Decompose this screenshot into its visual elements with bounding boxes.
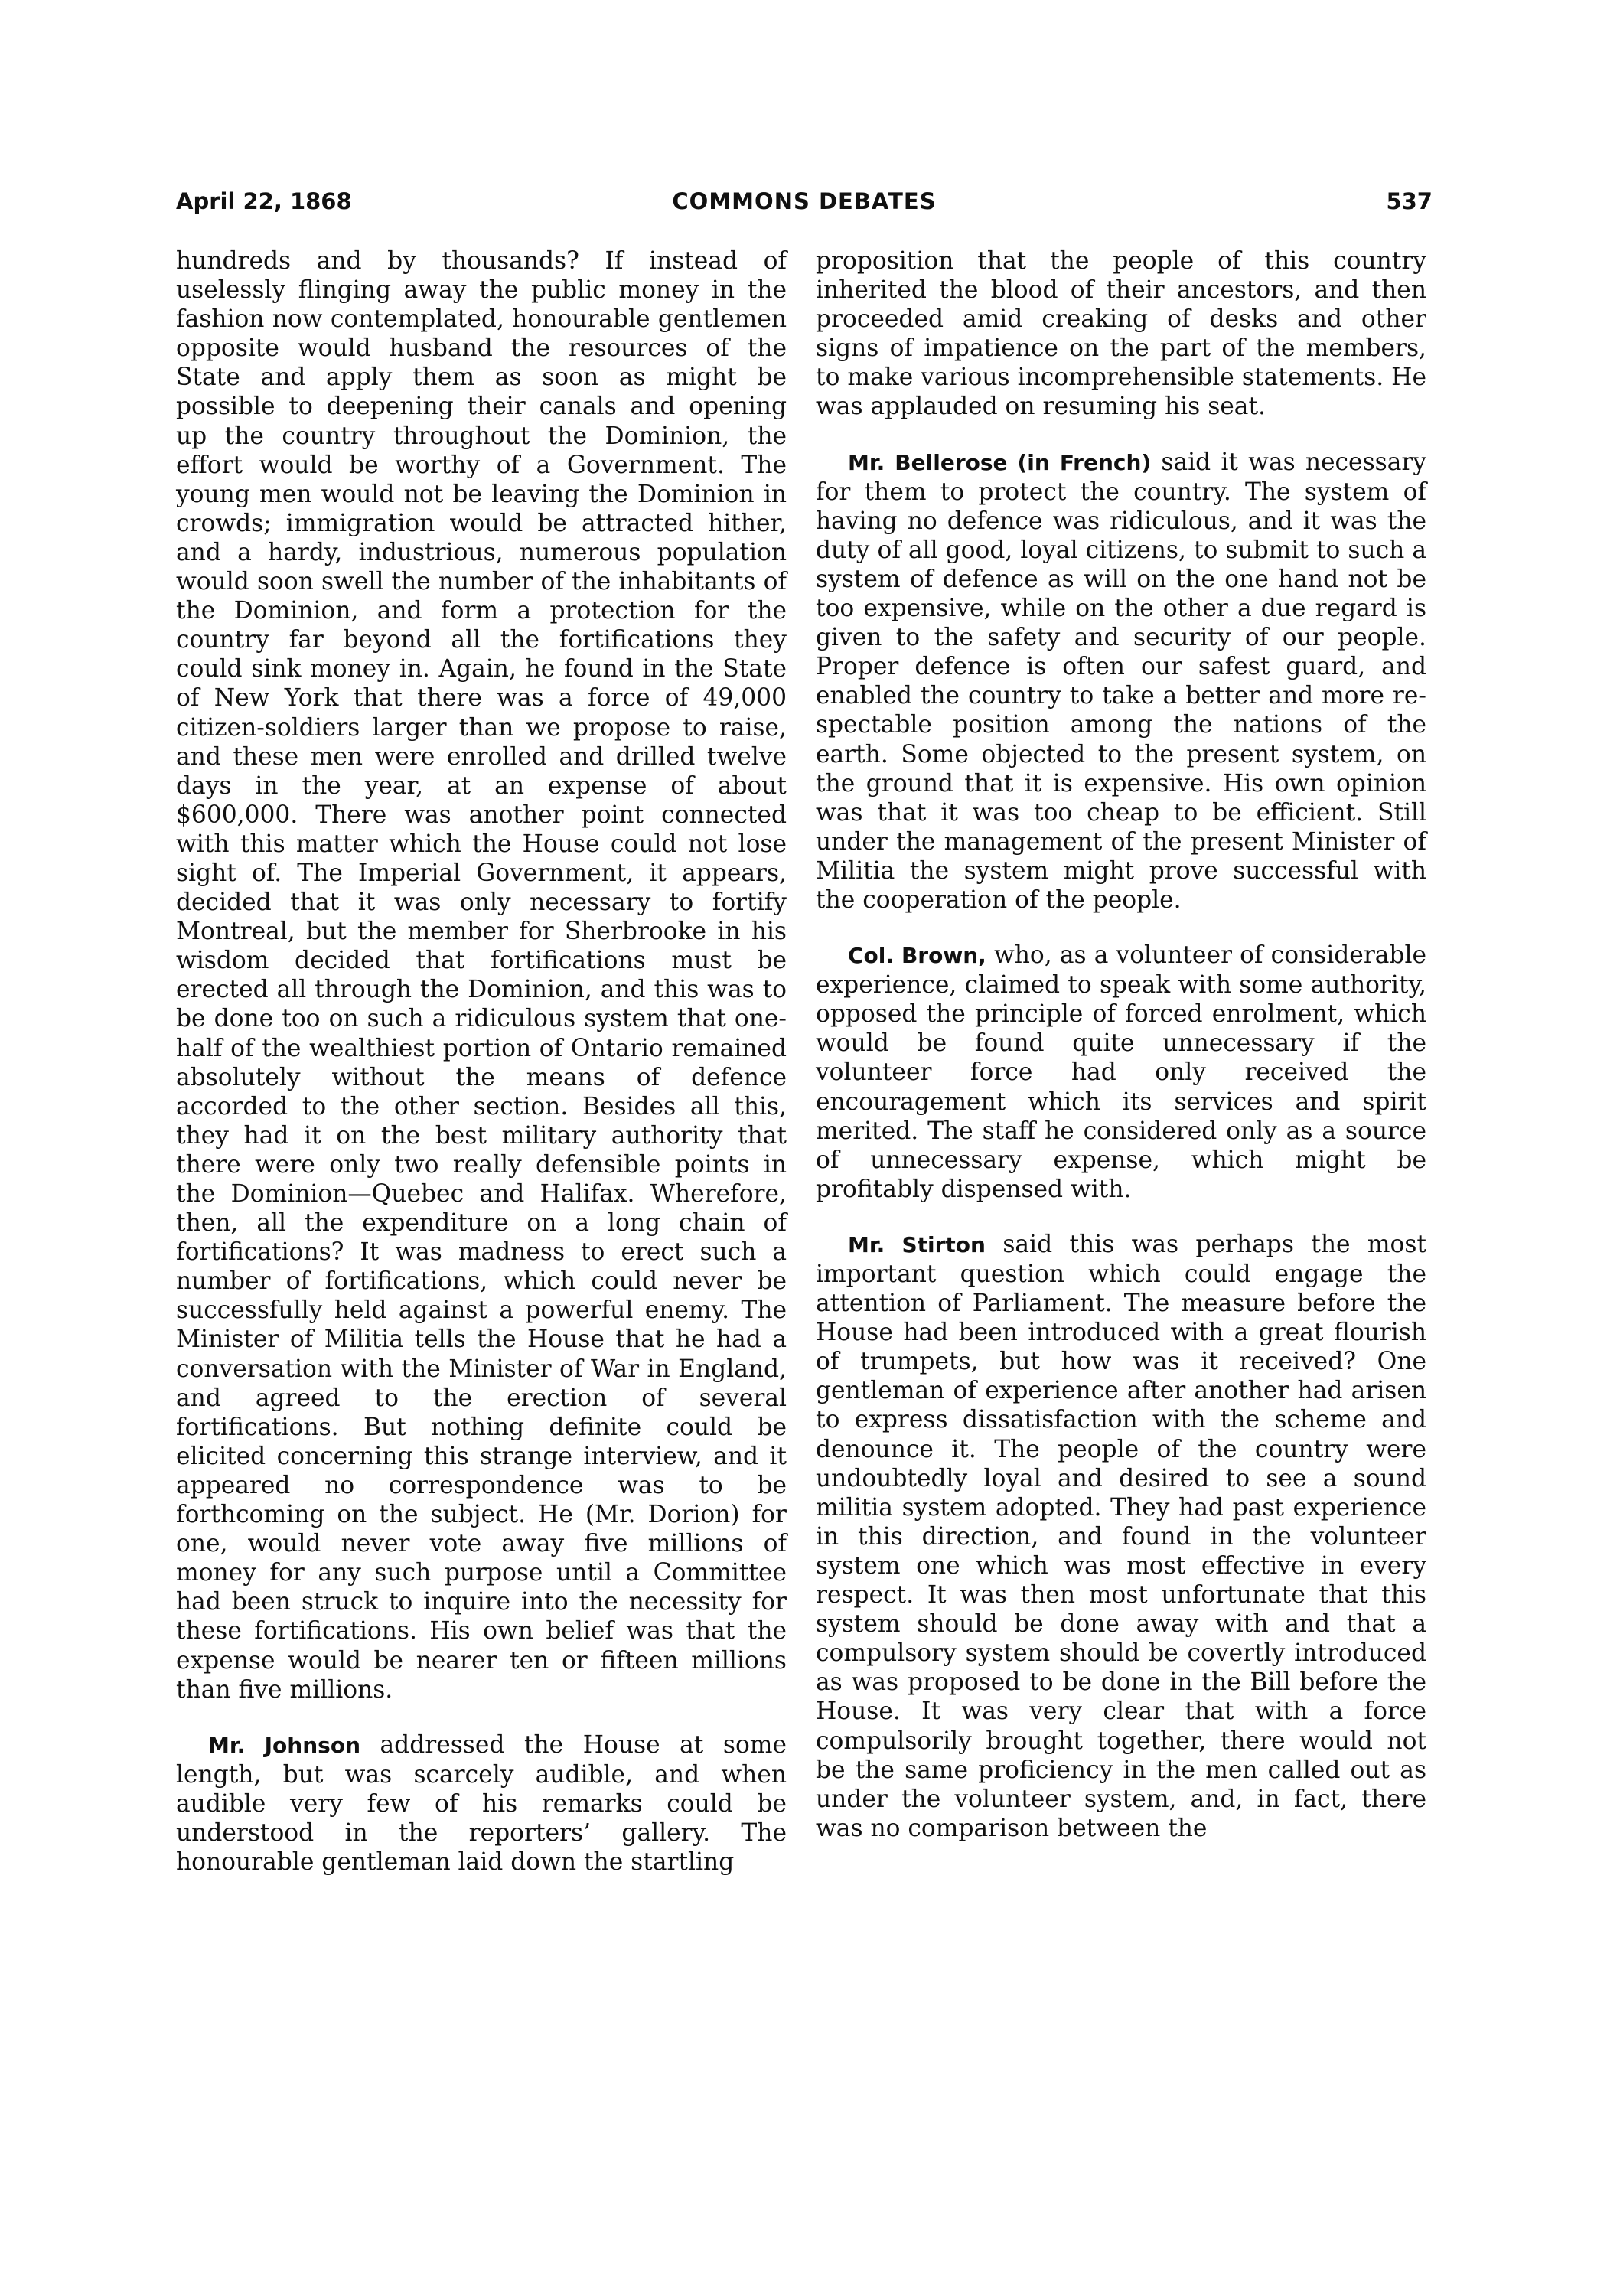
header-title: COMMONS DEBATES (672, 188, 937, 214)
speech-paragraph (816, 941, 1426, 1204)
header-date: April 22, 1868 (176, 188, 352, 214)
speech-paragraph (816, 448, 1426, 915)
speech-text: said this was perhaps the most important question which could engage the attention of Parliament. The measure before the House had been introduced with a great flourish of trumpets, but how was it received? One gentleman of experience after another had arisen to express dissatisfaction with the scheme and denounce it. The people of the country were undoubtedly loyal and desired to see a sound militia system adopted. They had past experience in this direction, and found in the volunteer system one which was most effective in every respect. It was then most unfortunate that this system should be done away with and that a compulsory system should be covertly introduced as was proposed to be done in the Bill before the House. It was very clear that with a force compulsorily brought together, there would not be the same proficiency in the men called out as under the volunteer system, and, in fact, there was no comparison between the (816, 1230, 1427, 1842)
speech-text: addressed the House at some length, but was scarcely audible, and when audible very few of his remarks could be understood in the reporters’ gallery. The honourable gentleman laid down the startling (176, 1730, 787, 1877)
speech-paragraph (176, 1730, 787, 1877)
speaker-name: Mr. Bellerose (in French) (848, 449, 1152, 475)
header-page-number: 537 (1386, 188, 1433, 214)
left-column (176, 246, 787, 1903)
speech-text: said it was necessary for them to protect the country. The system of having no defence was ridiculous, and it was the duty of all good, loyal citizens, to submit to such a system of defence as will on the one hand not be too expensive, while on the other a due regard is given to the safety and security of our people. Proper defence is often our safest guard, and enabled the country to take a better and more respectable position among the nations of the earth. Some objected to the present system, on the ground that it is expensive. His own opinion was that it was too cheap to be efficient. Still under the management of the present Minister of Militia the system might prove successful with the cooperation of the people. (816, 448, 1426, 914)
speech-text: who, as a volunteer of considerable experience, claimed to speak with some authority, opposed the principle of forced enrolment, which would be found quite unnecessary if the volunteer force had only received the encouragement which its services and spirit merited. The staff he considered only as a source of unnecessary expense, which might be profitably dispensed with. (816, 941, 1426, 1203)
page-header (176, 188, 1433, 227)
paragraph: hundreds and by thousands? If instead of uselessly flinging away the public money in the fashion now contemplated, honourable gentlemen opposite would husband the resources of the State and apply them as soon as might be possible to deepening their canals and opening up the country throughout the Dominion, the effort would be worthy of a Government. The young men would not be leaving the Dominion in crowds; immigration would be attracted hither, and a hardy, industrious, numerous population would soon swell the number of the inhabitants of the Dominion, and form a protection for the country far beyond all the fortifications they could sink money in. Again, he found in the State of New York that there was a force of 49,000 citizen-soldiers larger than we propose to raise, and these men were enrolled and drilled twelve days in the year, at an expense of about $600,000. There was another point connected with this matter which the House could not lose sight of. The Imperial Government, it appears, decided that it was only necessary to fortify Montreal, but the member for Sherbrooke in his wisdom decided that fortifications must be erected all through the Dominion, and this was to be done too on such a ridiculous system that one-half of the wealthiest portion of Ontario remained absolutely without the means of defence accorded to the other section. Besides all this, they had it on the best military authority that there were only two really defensible points in the Dominion—Quebec and Halifax. Wherefore, then, all the expenditure on a long chain of fortifications? It was madness to erect such a number of fortifications, which could never be successfully held against a powerful enemy. The Minister of Militia tells the House that he had a conversation with the Minister of War in England, and agreed to the erection of several fortifications. But nothing definite could be elicited concerning this strange interview, and it appeared no correspondence was to be forthcoming on the subject. He (Mr. Dorion) for one, would never vote away five millions of money for any such purpose until a Committee had been struck to inquire into the necessity for these fortifications. His own belief was that the expense would be nearer ten or fifteen millions than five millions. (176, 247, 787, 1704)
right-column (816, 246, 1426, 1869)
speaker-name: Col. Brown, (848, 943, 986, 969)
speaker-name: Mr. Johnson (208, 1732, 360, 1758)
speaker-name: Mr. Stirton (848, 1231, 986, 1257)
speech-paragraph (816, 1230, 1426, 1843)
paragraph: proposition that the people of this country inherited the blood of their ancestors, and then proceeded amid creaking of desks and other signs of impatience on the part of the members, to make various incomprehensible statements. He was applauded on resuming his seat. (816, 247, 1426, 421)
